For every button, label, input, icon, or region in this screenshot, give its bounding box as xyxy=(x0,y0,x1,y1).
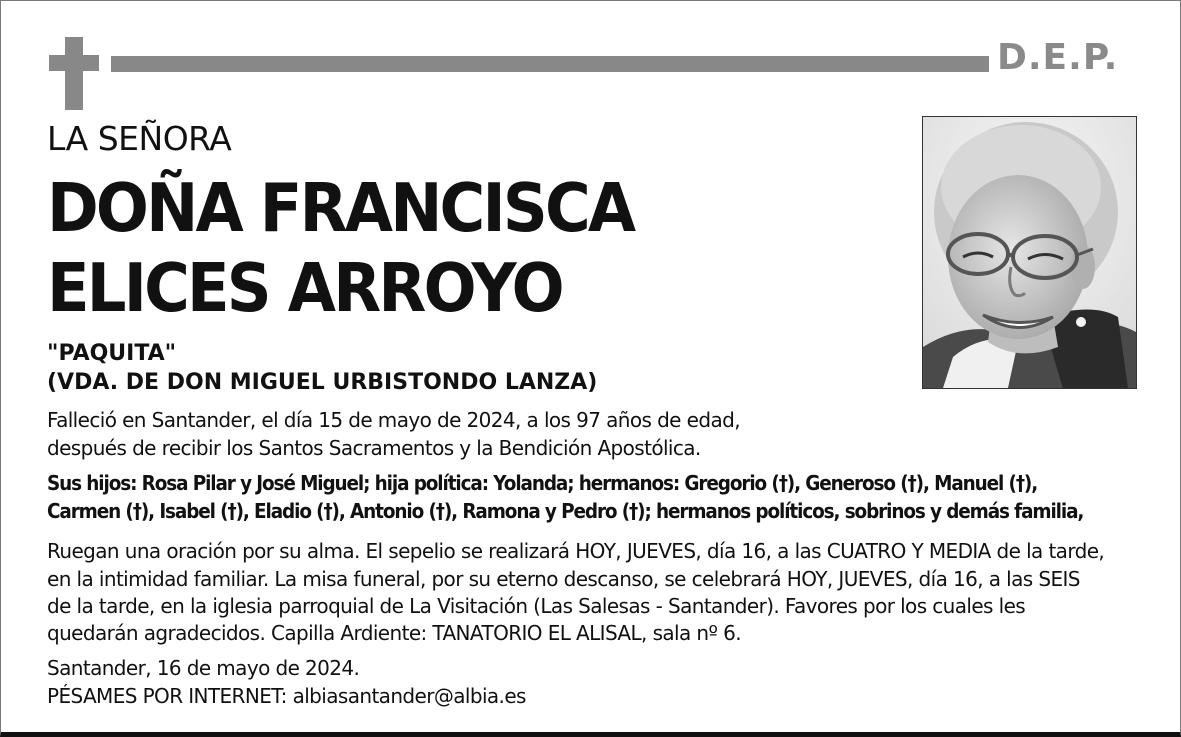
deceased-name-line-2: ELICES ARROYO xyxy=(47,249,562,327)
request-line-2: en la intimidad familiar. La misa funeral, por su eterno descanso, se celebrará HOY, JUEVES, día 16, a las SEIS xyxy=(47,567,1080,591)
request-line-4: quedarán agradecidos. Capilla Ardiente: TANATORIO EL ALISAL, sala nº 6. xyxy=(47,621,741,645)
condolences-email: PÉSAMES POR INTERNET: albiasantander@albia.es xyxy=(47,684,526,708)
family-line-1: Sus hijos: Rosa Pilar y José Miguel; hija política: Yolanda; hermanos: Gregorio (†), Generoso (†), Manuel (†), xyxy=(47,471,1038,495)
cross-icon-bar xyxy=(49,55,99,71)
request-line-1: Ruegan una oración por su alma. El sepelio se realizará HOY, JUEVES, día 16, a las CUATRO Y MEDIA de la tarde, xyxy=(47,539,1105,563)
dep-heading: D.E.P. xyxy=(997,37,1119,78)
request-line-3: de la tarde, en la iglesia parroquial de La Visitación (Las Salesas - Santander). Favores por los cuales les xyxy=(47,594,1026,618)
intro-text: LA SEÑORA xyxy=(47,119,232,158)
death-details-line-1: Falleció en Santander, el día 15 de mayo de 2024, a los 97 años de edad, xyxy=(47,408,740,432)
portrait-illustration xyxy=(923,117,1136,388)
cross-icon xyxy=(65,37,83,110)
deceased-name-line-1: DOÑA FRANCISCA xyxy=(47,169,634,247)
nickname: "PAQUITA" xyxy=(47,341,177,366)
header-rule xyxy=(111,56,989,72)
death-details-line-2: después de recibir los Santos Sacramentos y la Bendición Apostólica. xyxy=(47,436,701,460)
widow-of: (VDA. DE DON MIGUEL URBISTONDO LANZA) xyxy=(47,370,598,395)
portrait-photo xyxy=(922,116,1137,389)
date-place: Santander, 16 de mayo de 2024. xyxy=(47,656,360,680)
family-line-2: Carmen (†), Isabel (†), Eladio (†), Antonio (†), Ramona y Pedro (†); hermanos políticos, sobrinos y demás familia, xyxy=(47,499,1084,523)
